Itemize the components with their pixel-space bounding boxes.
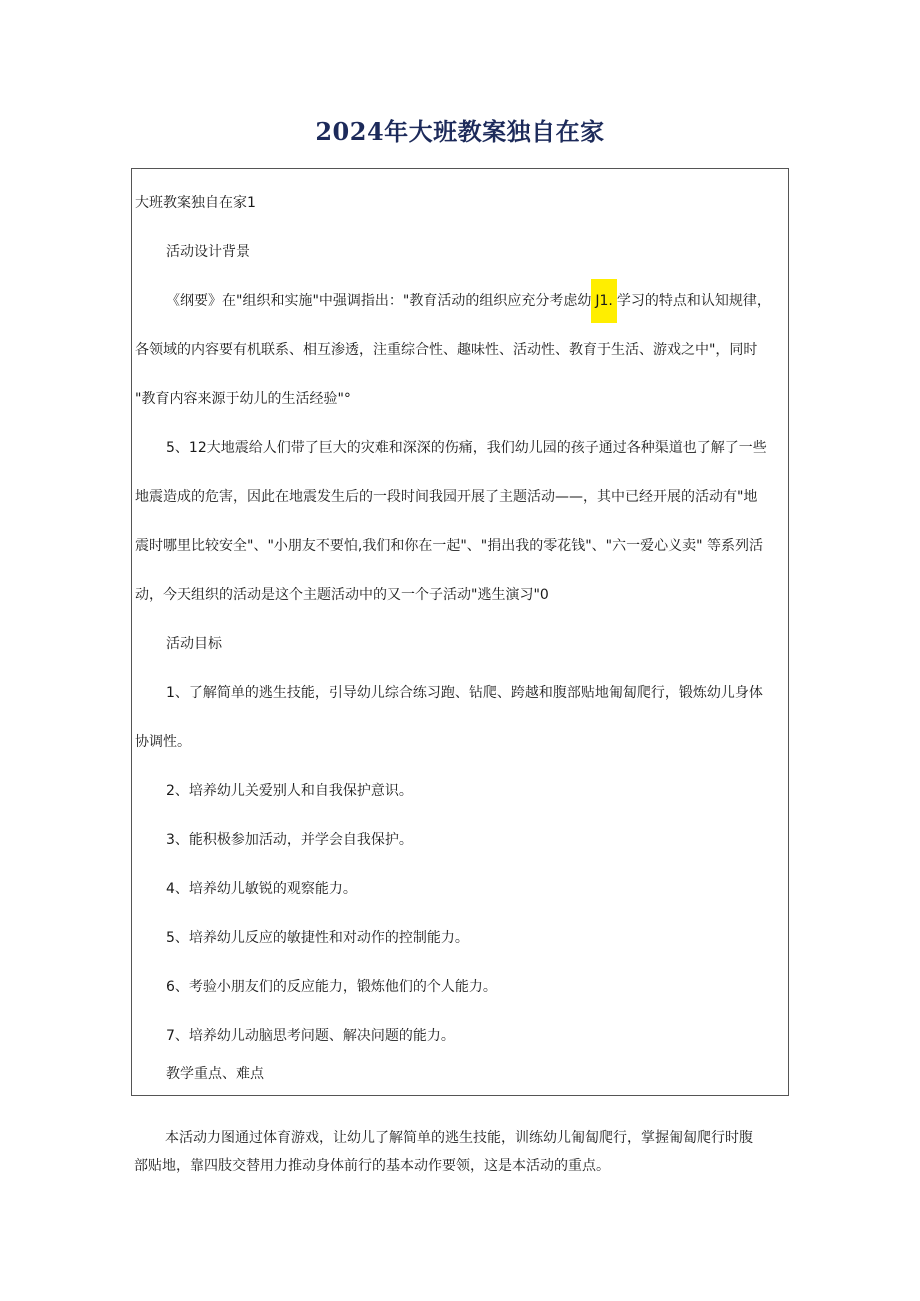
goal-item: 4、培养幼儿敏锐的观察能力。 <box>166 881 357 897</box>
section-heading-keypoints: 教学重点、难点 <box>166 1066 264 1082</box>
text-span: 《纲要》在"组织和实施"中强调指出："教育活动的组织应充分考虑幼 <box>166 293 592 309</box>
paragraph-line: 动，今天组织的活动是这个主题活动中的又一个子活动"逃生演习"0 <box>135 587 549 603</box>
goal-item: 6、考验小朋友们的反应能力，锻炼他们的个人能力。 <box>166 979 497 995</box>
goal-item: 3、能积极参加活动，并学会自我保护。 <box>166 832 413 848</box>
goal-item: 5、培养幼儿反应的敏捷性和对动作的控制能力。 <box>166 930 469 946</box>
paragraph-line: "教育内容来源于幼儿的生活经验"° <box>135 391 351 407</box>
content-box <box>131 168 789 1096</box>
section-heading-background: 活动设计背景 <box>166 244 250 260</box>
section-heading-goals: 活动目标 <box>166 636 222 652</box>
document-title: 2024年大班教案独自在家 <box>315 117 605 146</box>
paragraph-line: 本活动力图通过体育游戏，让幼儿了解简单的逃生技能，训练幼儿匍匐爬行，掌握匍匐爬行时腹 <box>165 1130 753 1146</box>
paragraph-line: 5、12大地震给人们带了巨大的灾难和深深的伤痛，我们幼儿园的孩子通过各种渠道也了解了一些 <box>166 440 767 456</box>
highlighted-text: J1. <box>591 279 617 323</box>
goal-item: 7、培养幼儿动脑思考问题、解决问题的能力。 <box>166 1028 455 1044</box>
paragraph-line: 震时哪里比较安全"、"小朋友不要怕,我们和你在一起"、"捐出我的零花钱"、"六一爱心义卖" 等系列活 <box>135 538 763 554</box>
paragraph-line: 各领域的内容要有机联系、相互渗透，注重综合性、趣味性、活动性、教育于生活、游戏之中"，同时 <box>135 342 758 358</box>
goal-item-continuation: 协调性。 <box>135 734 191 750</box>
paragraph-line <box>166 291 771 311</box>
paragraph-line: 地震造成的危害，因此在地震发生后的一段时间我园开展了主题活动——，其中已经开展的活动有"地 <box>135 489 758 505</box>
paragraph-line: 部贴地，靠四肢交替用力推动身体前行的基本动作要领，这是本活动的重点。 <box>134 1158 610 1174</box>
lesson-heading: 大班教案独自在家1 <box>135 195 256 211</box>
goal-item: 1、了解简单的逃生技能，引导幼儿综合练习跑、钻爬、跨越和腹部贴地匍匐爬行，锻炼幼儿身体 <box>166 685 763 701</box>
text-span: 学习的特点和认知规律， <box>616 293 771 309</box>
goal-item: 2、培养幼儿关爱别人和自我保护意识。 <box>166 783 413 799</box>
